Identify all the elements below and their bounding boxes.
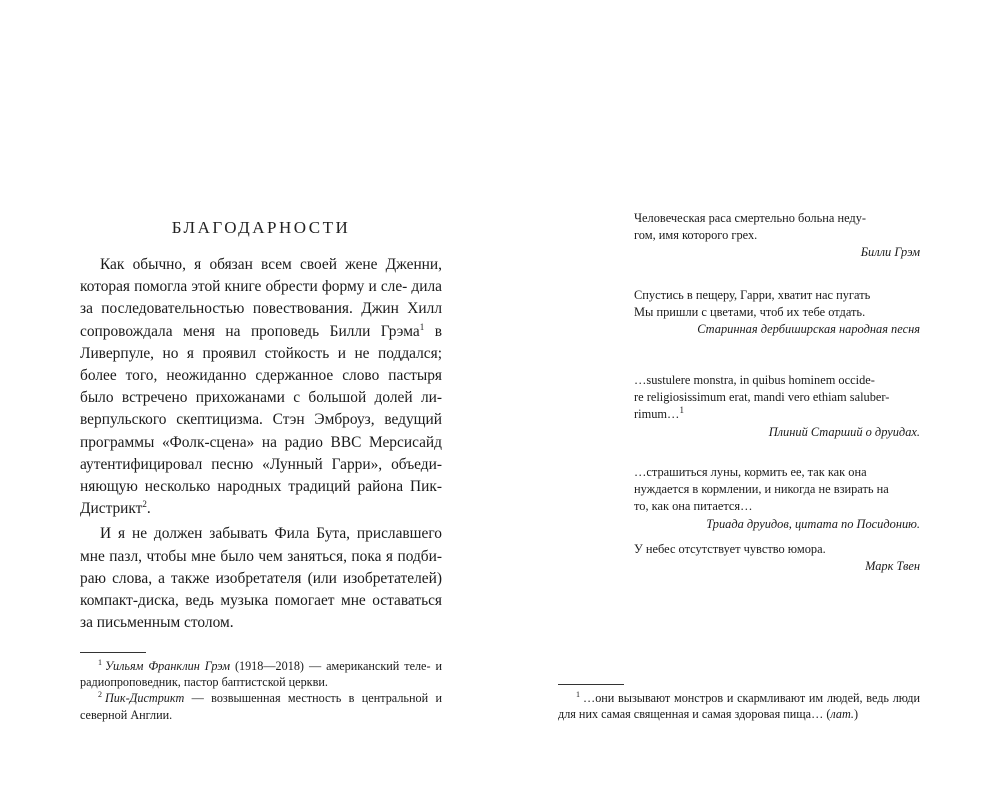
quote-line: re religiosissimum erat, mandi vero ethiam saluber- <box>634 390 890 405</box>
text-line: дила за последовательностью повествования. Джин <box>80 278 442 318</box>
footnote-close: ) <box>853 707 859 722</box>
quote-line: то, как она питается… <box>634 499 753 514</box>
footnote-number: 1 <box>576 689 580 699</box>
epigraph-quote <box>558 541 920 558</box>
paragraph-1 <box>80 254 442 520</box>
epigraph-attribution: Триада друидов, цитата по Посидонию. <box>706 516 920 531</box>
footnote-ref-2: 2 <box>142 499 147 510</box>
epigraph-4 <box>558 464 920 533</box>
text-line: Как обычно, я обязан всем своей жене Дженни, <box>100 256 442 273</box>
right-page <box>558 0 920 808</box>
text-line: раю слова, а также изобретателя (или изобретателей) <box>80 569 442 587</box>
text-line: за письменным столом. <box>80 614 234 632</box>
text-line: верпульского скептицизма. Стэн Эмброуз, ведущий <box>80 411 442 429</box>
epigraph-2 <box>558 287 920 339</box>
quote-line: …страшиться луны, кормить ее, так как она <box>634 465 867 479</box>
footnote-2 <box>80 690 442 722</box>
footnotes <box>558 684 920 722</box>
text-line: которая помогла этой книге обрести форму и сле- <box>80 278 408 296</box>
footnote-divider <box>558 684 624 685</box>
left-page <box>80 0 442 808</box>
text-line: было встречено прихожанами с большой долей ли- <box>80 389 442 407</box>
epigraph-attribution: Билли Грэм <box>860 245 920 260</box>
paragraph-2 <box>80 523 442 634</box>
footnotes <box>80 652 442 723</box>
text-line: мне пазл, чтобы мне было чем заняться, пока я подби- <box>80 547 442 565</box>
footnote-lang: лат. <box>830 707 854 722</box>
quote-line: нуждается в кормлении, и никогда не взирать на <box>634 482 889 497</box>
quote-line: …sustulere monstra, in quibus hominem occide- <box>634 373 875 387</box>
text-line: няющую несколько народных традиций района Пик- <box>80 478 442 496</box>
epigraph-quote <box>558 287 920 321</box>
quote-line: Мы пришли с цветами, чтоб их тебе отдать. <box>634 305 866 320</box>
text-line: Дистрикт <box>80 500 143 518</box>
epigraph-attribution: Плиний Старший о друидах. <box>768 424 920 439</box>
footnote-ref-1: 1 <box>419 321 425 332</box>
quote-line: Спустись в пещеру, Гарри, хватит нас пугать <box>634 288 871 302</box>
quote-line: гом, имя которого грех. <box>634 228 758 243</box>
epigraph-quote <box>558 464 920 516</box>
epigraph-attribution: Старинная дербиширская народная песня <box>697 322 920 337</box>
text-line: . <box>146 500 151 518</box>
quote-line: У небес отсутствует чувство юмора. <box>634 542 826 556</box>
text-line: в Ливерпуле, но я проявил стойкость и не поддался; <box>80 322 442 362</box>
epigraph-5 <box>558 541 920 575</box>
footnote-text: — возвышенная местность в центральной и северной Англии. <box>80 691 442 722</box>
footnote-1 <box>558 690 920 722</box>
footnote-text: …они вызывают монстров и скармливают им людей, ведь люди для них самая священная и самая здоровая пища… ( <box>558 691 920 722</box>
epigraph-attribution: Марк Твен <box>865 559 920 574</box>
footnote-ref-1: 1 <box>679 405 684 416</box>
text-line: компакт-диска, ведь музыка помогает мне оставаться <box>80 592 442 610</box>
epigraph-quote <box>558 372 920 424</box>
footnote-divider <box>80 652 146 653</box>
text-line: программы «Фолк-сцена» на радио BBC Мерсисайд <box>80 433 442 451</box>
text-line: аутентифицировал песню «Лунный Гарри», объеди- <box>80 455 442 473</box>
footnote-number: 1 <box>98 657 102 667</box>
text-line: И я не должен забывать Фила Бута, приславшего <box>100 525 442 543</box>
acknowledgements-text <box>80 254 442 634</box>
text-line: Хилл сопровождала меня на проповедь Билли Грэма <box>80 300 442 340</box>
footnote-term: Уильям Франклин Грэм <box>105 659 230 673</box>
epigraph-1 <box>558 210 920 262</box>
quote-line: Человеческая раса смертельно больна неду- <box>634 211 867 225</box>
quote-line-text: rimum… <box>634 407 680 422</box>
epigraph-3 <box>558 372 920 441</box>
footnote-number: 2 <box>98 690 102 700</box>
quote-line <box>634 406 920 423</box>
text-line: более того, неожиданно сдержанное слово пастыря <box>80 367 442 385</box>
page-title: БЛАГОДАРНОСТИ <box>171 218 351 237</box>
footnote-term: Пик-Дистрикт <box>105 691 185 706</box>
footnote-1 <box>80 658 442 690</box>
epigraph-quote <box>558 210 920 244</box>
footnote-text: (1918—2018) — американский теле- и радиопроповедник, пастор баптистской церкви. <box>80 659 443 690</box>
